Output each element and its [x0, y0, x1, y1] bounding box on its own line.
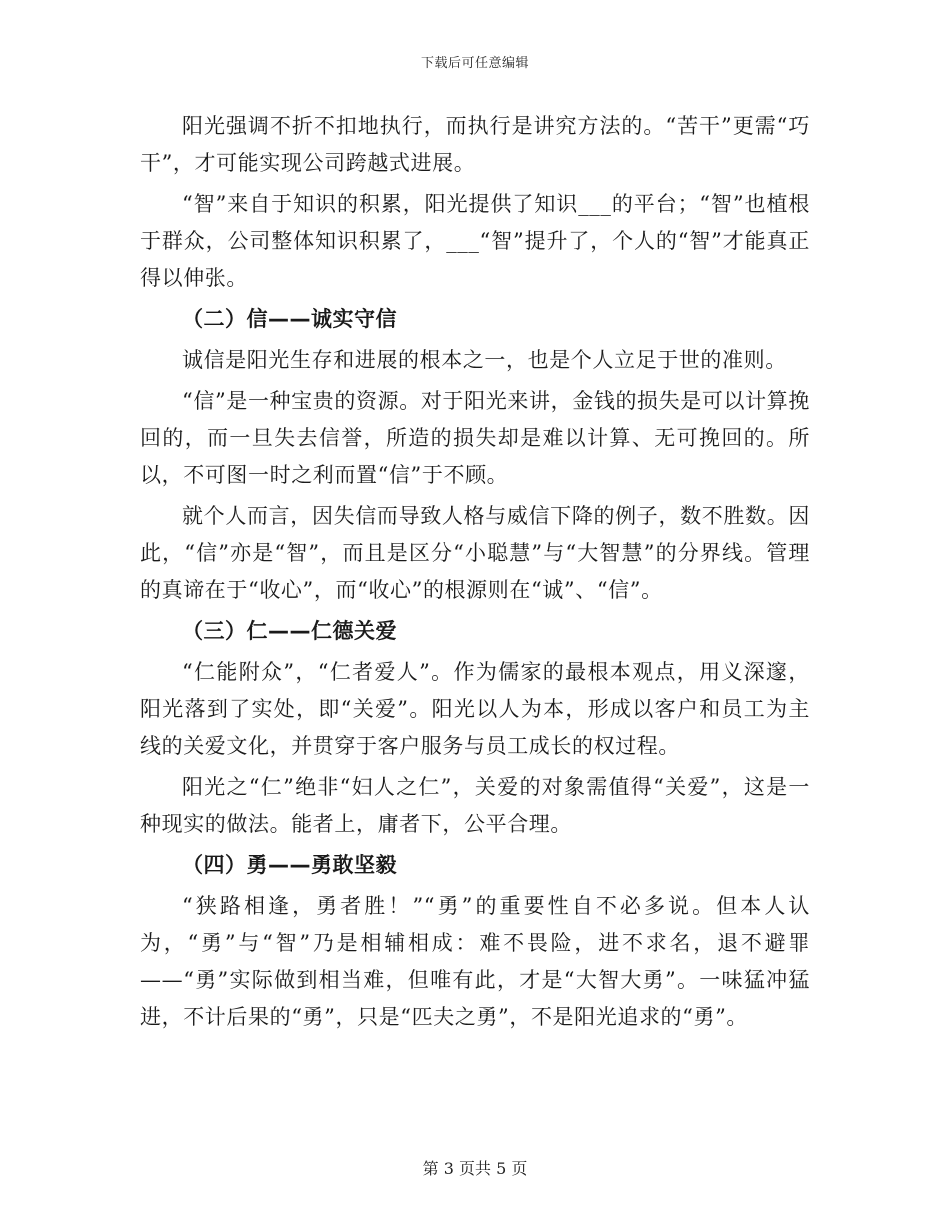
paragraph: “智”来自于知识的积累，阳光提供了知识___的平台；“智”也植根于群众，公司整体知识积累了，___“智”提升了，个人的“智”才能真正得以伸张。: [140, 192, 810, 290]
document-body: [140, 108, 810, 1036]
section-heading: （三）仁——仁德关爱: [182, 619, 397, 643]
paragraph: 阳光强调不折不扣地执行，而执行是讲究方法的。“苦干”更需“巧干”，才可能实现公司跨越式进展。: [140, 114, 810, 175]
paragraph: 诚信是阳光生存和进展的根本之一，也是个人立足于世的准则。: [182, 348, 787, 372]
paragraph: 就个人而言，因失信而导致人格与威信下降的例子，数不胜数。因此，“信”亦是“智”，而且是区分“小聪慧”与“大智慧”的分界线。管理的真谛在于“收心”，而“收心”的根源则在“诚”、“信”。: [140, 504, 810, 602]
paragraph: 阳光之“仁”绝非“妇人之仁”，关爱的对象需值得“关爱”，这是一种现实的做法。能者上，庸者下，公平合理。: [140, 775, 810, 836]
paragraph: “狭路相逢，勇者胜！”“勇”的重要性自不必多说。但本人认为，“勇”与“智”乃是相辅相成：难不畏险，进不求名，退不避罪——“勇”实际做到相当难，但唯有此，才是“大智大勇”。一味猛冲猛进，不计后果的“勇”，只是“匹夫之勇”，不是阳光追求的“勇”。: [140, 894, 810, 1029]
paragraph: “仁能附众”，“仁者爱人”。作为儒家的最根本观点，用义深邃，阳光落到了实处，即“关爱”。阳光以人为本，形成以客户和员工为主线的关爱文化，并贯穿于客户服务与员工成长的权过程。: [140, 660, 810, 758]
section-heading: （四）勇——勇敢坚毅: [182, 853, 397, 877]
page-header: 下载后可任意编辑: [420, 56, 529, 71]
page-number-footer: 第 3 页共 5 页: [422, 1159, 528, 1178]
paragraph: “信”是一种宝贵的资源。对于阳光来讲，金钱的损失是可以计算挽回的，而一旦失去信誉，所造的损失却是难以计算、无可挽回的。所以，不可图一时之利而置“信”于不顾。: [140, 389, 810, 487]
section-heading: （二）信——诚实守信: [182, 307, 397, 331]
